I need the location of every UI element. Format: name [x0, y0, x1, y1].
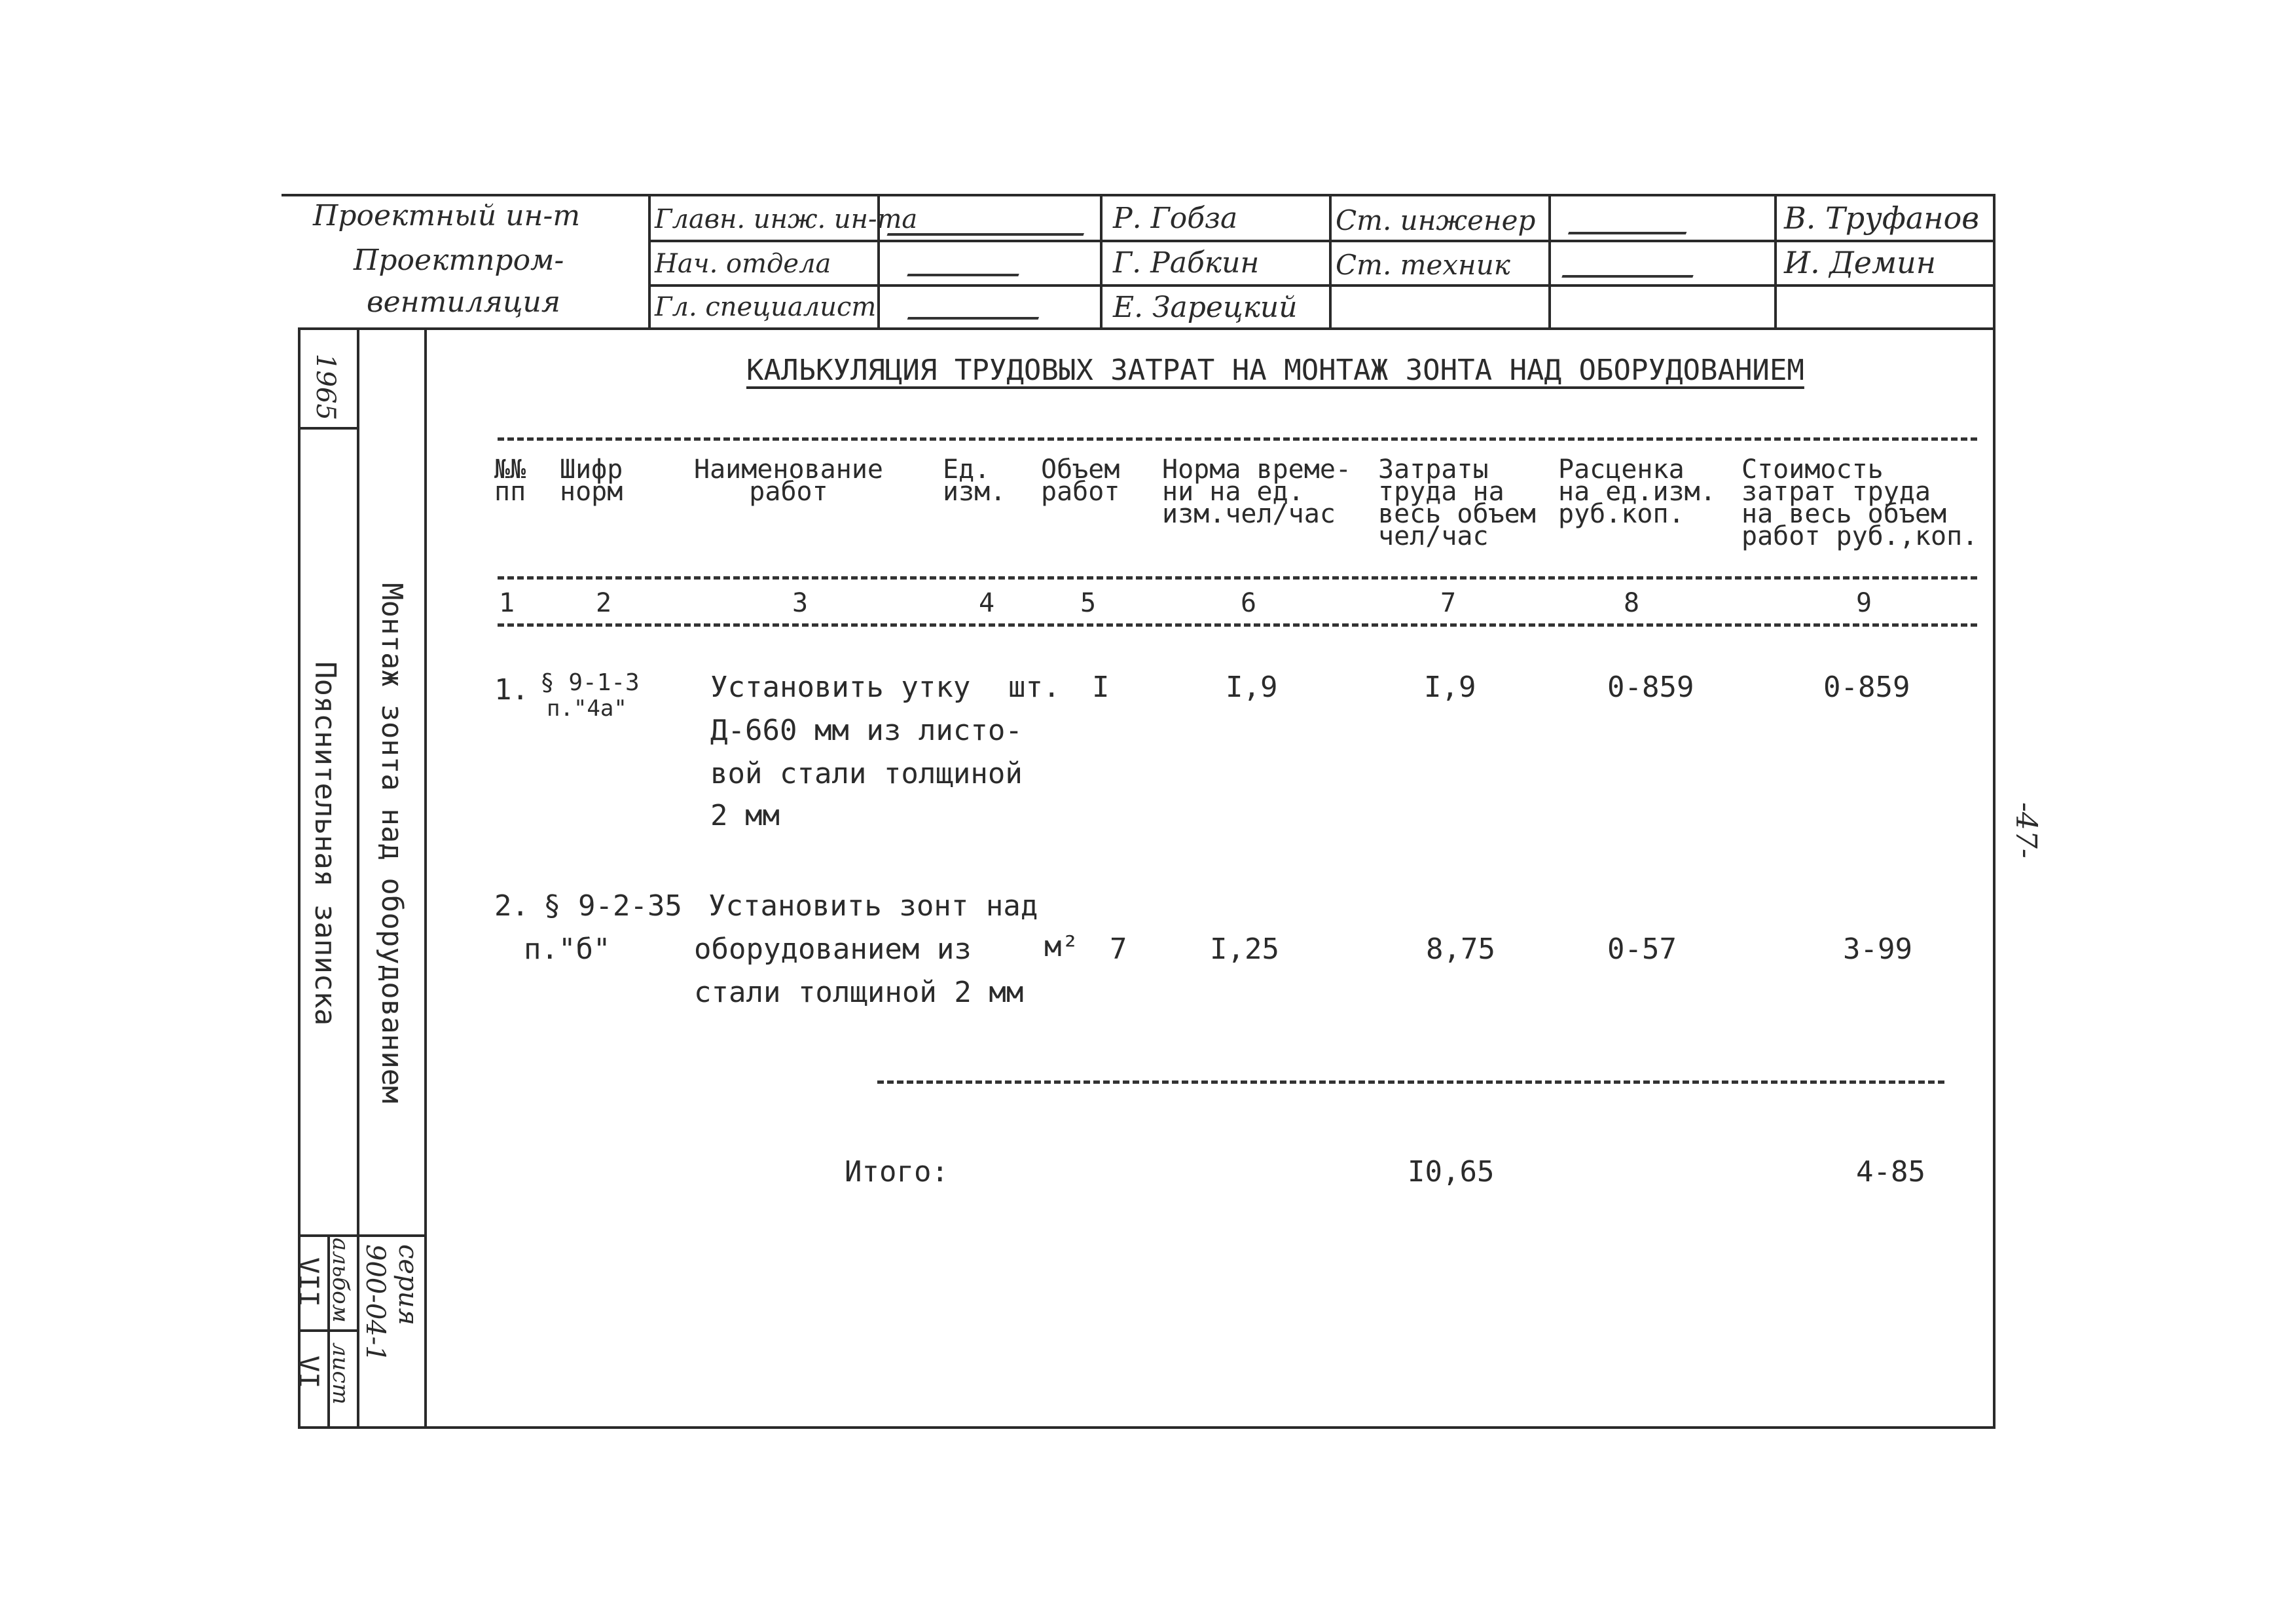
col-num-2: 2 — [596, 588, 612, 618]
col-num-7: 7 — [1440, 588, 1457, 618]
series-label: серия — [393, 1244, 423, 1325]
signature-mark — [1568, 216, 1692, 234]
sheet-label: лист — [327, 1342, 354, 1405]
row-name: Установить зонт над — [708, 889, 1038, 923]
col-num-3: 3 — [792, 588, 809, 618]
row-name: 2 мм — [710, 799, 780, 832]
album-label: альбом — [327, 1238, 354, 1323]
organization-line-1: Проектный ин-т — [313, 199, 581, 232]
total-cost: 4-85 — [1856, 1155, 1925, 1189]
page-number: -47- — [2009, 802, 2043, 858]
name-zaretsky: Е. Зарецкий — [1113, 291, 1298, 324]
row-code: п."б" — [524, 932, 611, 966]
organization-line-3: вентиляция — [367, 286, 561, 319]
position-chief-specialist: Гл. специалист — [655, 292, 877, 322]
signature-mark — [887, 216, 1091, 236]
header-norm: Норма време- ни на ед. изм.чел/час — [1162, 454, 1351, 529]
row-qty: I — [1092, 671, 1110, 704]
organization-line-2: Проектпром- — [354, 244, 564, 277]
position-dept-head: Нач. отдела — [655, 249, 831, 279]
header-num: №№ пп — [494, 454, 526, 507]
row-rate: 0-57 — [1607, 932, 1677, 966]
position-senior-technician: Ст. техник — [1336, 249, 1510, 281]
row-cost: 0-859 — [1823, 671, 1910, 704]
row-labor: 8,75 — [1426, 932, 1495, 966]
total-labor: I0,65 — [1408, 1155, 1495, 1189]
row-rate: 0-859 — [1607, 671, 1694, 704]
col-num-4: 4 — [979, 588, 995, 618]
col-num-9: 9 — [1856, 588, 1872, 618]
row-norm: I,25 — [1210, 932, 1279, 966]
position-chief-engineer: Главн. инж. ин-та — [655, 204, 918, 234]
header-labor: Затраты труда на весь объем чел/час — [1378, 454, 1536, 551]
col-num-8: 8 — [1624, 588, 1640, 618]
row-code: § 9-2-35 — [543, 889, 682, 923]
header-code: Шифр норм — [560, 454, 623, 507]
col-num-5: 5 — [1080, 588, 1097, 618]
total-label: Итого: — [845, 1155, 949, 1189]
name-rabkin: Г. Рабкин — [1113, 246, 1260, 280]
row-qty: 7 — [1110, 932, 1127, 966]
row-unit: м² — [1044, 930, 1079, 963]
name-demin: И. Демин — [1784, 245, 1937, 280]
row-labor: I,9 — [1424, 671, 1476, 704]
row-unit: шт. — [1008, 671, 1061, 704]
name-gobza: Р. Гобза — [1113, 202, 1238, 235]
row-code: п."4а" — [547, 695, 627, 722]
year-label: 1965 — [310, 354, 340, 420]
album-value: VII — [293, 1257, 325, 1307]
doc-type-label: Пояснительная записка — [308, 661, 342, 1026]
doc-title-label: Монтаж зонта над оборудованием — [375, 583, 409, 1103]
signature-mark — [1561, 261, 1698, 278]
row-name: Д-660 мм из листо- — [710, 714, 1023, 747]
header-qty: Объем работ — [1041, 454, 1120, 507]
header-cost: Стоимость затрат труда на весь объем работ руб.,коп. — [1741, 454, 1978, 551]
name-trufanov: В. Труфанов — [1784, 200, 1980, 236]
row-name: вой стали толщиной — [710, 757, 1023, 790]
document-title: КАЛЬКУЛЯЦИЯ ТРУДОВЫХ ЗАТРАТ НА МОНТАЖ ЗОНТА НАД ОБОРУДОВАНИЕМ — [746, 354, 1804, 387]
row-norm: I,9 — [1226, 671, 1278, 704]
sheet-value: VI — [293, 1356, 325, 1389]
signature-mark — [907, 259, 1024, 276]
row-name: Установить утку — [710, 671, 971, 704]
row-name: оборудованием из — [694, 932, 972, 966]
signature-mark — [907, 304, 1044, 320]
row-code: § 9-1-3 — [540, 669, 640, 696]
row-num: 2. — [494, 889, 529, 923]
position-senior-engineer: Ст. инженер — [1336, 204, 1536, 236]
row-num: 1. — [494, 673, 529, 707]
row-name: стали толщиной 2 мм — [694, 976, 1024, 1009]
col-num-1: 1 — [499, 588, 515, 618]
row-cost: 3-99 — [1843, 932, 1912, 966]
series-value: 900-04-1 — [360, 1244, 390, 1362]
header-unit: Ед. изм. — [943, 454, 1006, 507]
header-rate: Расценка на ед.изм. руб.коп. — [1558, 454, 1716, 529]
col-num-6: 6 — [1241, 588, 1257, 618]
header-name: Наименование работ — [694, 454, 883, 507]
